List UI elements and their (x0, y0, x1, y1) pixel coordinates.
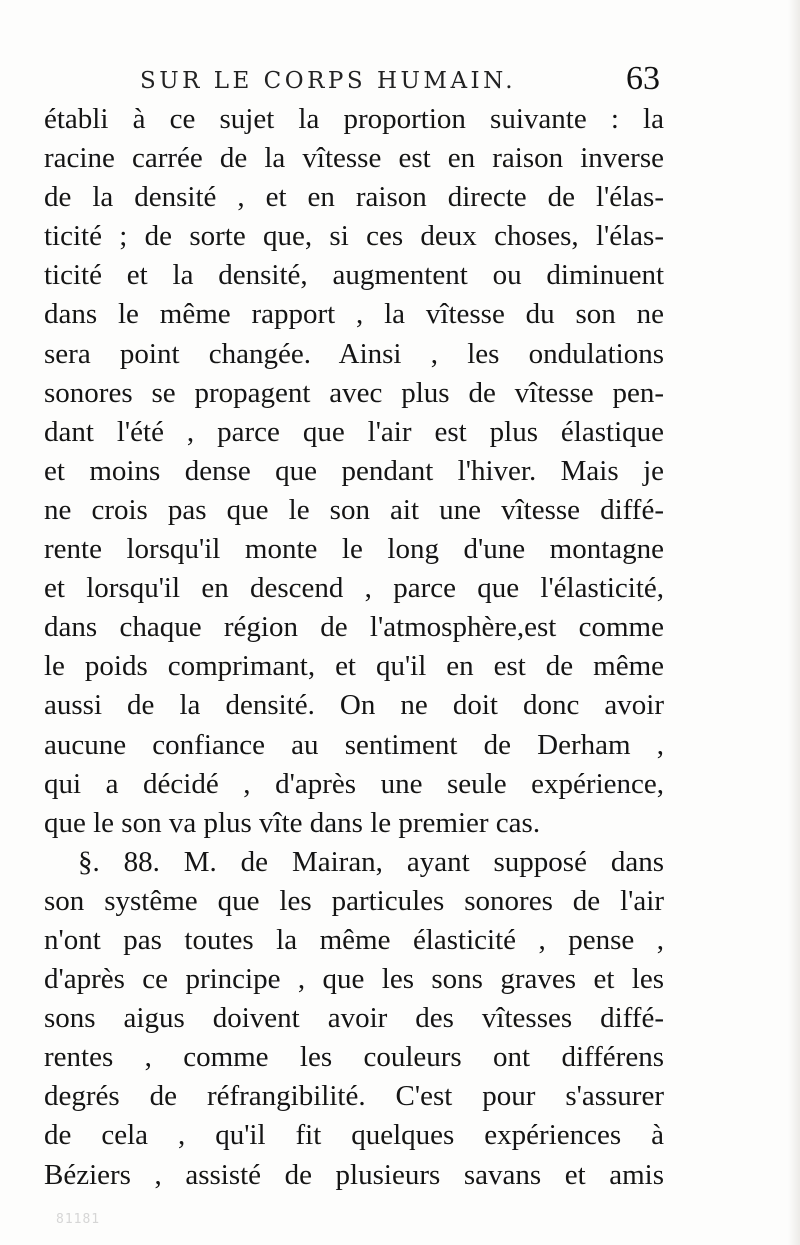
page-number: 63 (626, 60, 660, 97)
text-line: rente lorsqu'il monte le long d'une montagne (44, 533, 664, 566)
text-line: sonores se propagent avec plus de vîtesse pen- (44, 376, 664, 409)
text-line: sera point changée. Ainsi , les ondulations (44, 337, 664, 370)
paragraph-start-line: §. 88. M. de Mairan, ayant supposé dans (78, 845, 664, 878)
text-line: et moins dense que pendant l'hiver. Mais je (44, 454, 664, 487)
text-line: ticité et la densité, augmentent ou diminuent (44, 259, 664, 292)
page-header (140, 60, 660, 104)
bleed-through-mark: 81181 (56, 1212, 101, 1227)
page-edge-shadow (788, 0, 800, 1245)
text-line: Béziers , assisté de plusieurs savans et amis (44, 1158, 664, 1191)
running-head: SUR LE CORPS HUMAIN. (140, 68, 517, 94)
text-line: ticité ; de sorte que, si ces deux choses, l'élas- (44, 220, 664, 253)
text-line: de cela , qu'il fit quelques expériences à (44, 1119, 664, 1152)
text-line: qui a décidé , d'après une seule expérience, (44, 767, 664, 800)
text-line: et lorsqu'il en descend , parce que l'élasticité, (44, 572, 664, 605)
text-line: le poids comprimant, et qu'il en est de même (44, 650, 664, 683)
text-line: ne crois pas que le son ait une vîtesse diffé- (44, 493, 664, 526)
text-line: aussi de la densité. On ne doit donc avoir (44, 689, 664, 722)
text-line: dant l'été , parce que l'air est plus élastique (44, 415, 664, 448)
body-text (44, 100, 664, 1195)
text-line: de la densité , et en raison directe de l'élas- (44, 181, 664, 214)
text-line: d'après ce principe , que les sons graves et les (44, 963, 664, 996)
text-line: que le son va plus vîte dans le premier cas. (44, 806, 541, 839)
text-line: son systême que les particules sonores de l'air (44, 884, 664, 917)
text-line: degrés de réfrangibilité. C'est pour s'assurer (44, 1080, 664, 1113)
text-line: rentes , comme les couleurs ont différens (44, 1041, 664, 1074)
text-line: sons aigus doivent avoir des vîtesses diffé- (44, 1002, 664, 1035)
text-line: dans le même rapport , la vîtesse du son ne (44, 298, 664, 331)
text-line: dans chaque région de l'atmosphère,est comme (44, 611, 664, 644)
text-line: n'ont pas toutes la même élasticité , pense , (44, 923, 664, 956)
text-line: établi à ce sujet la proportion suivante : la (44, 103, 664, 135)
text-line: racine carrée de la vîtesse est en raison inverse (44, 142, 664, 175)
text-line: aucune confiance au sentiment de Derham , (44, 728, 664, 761)
